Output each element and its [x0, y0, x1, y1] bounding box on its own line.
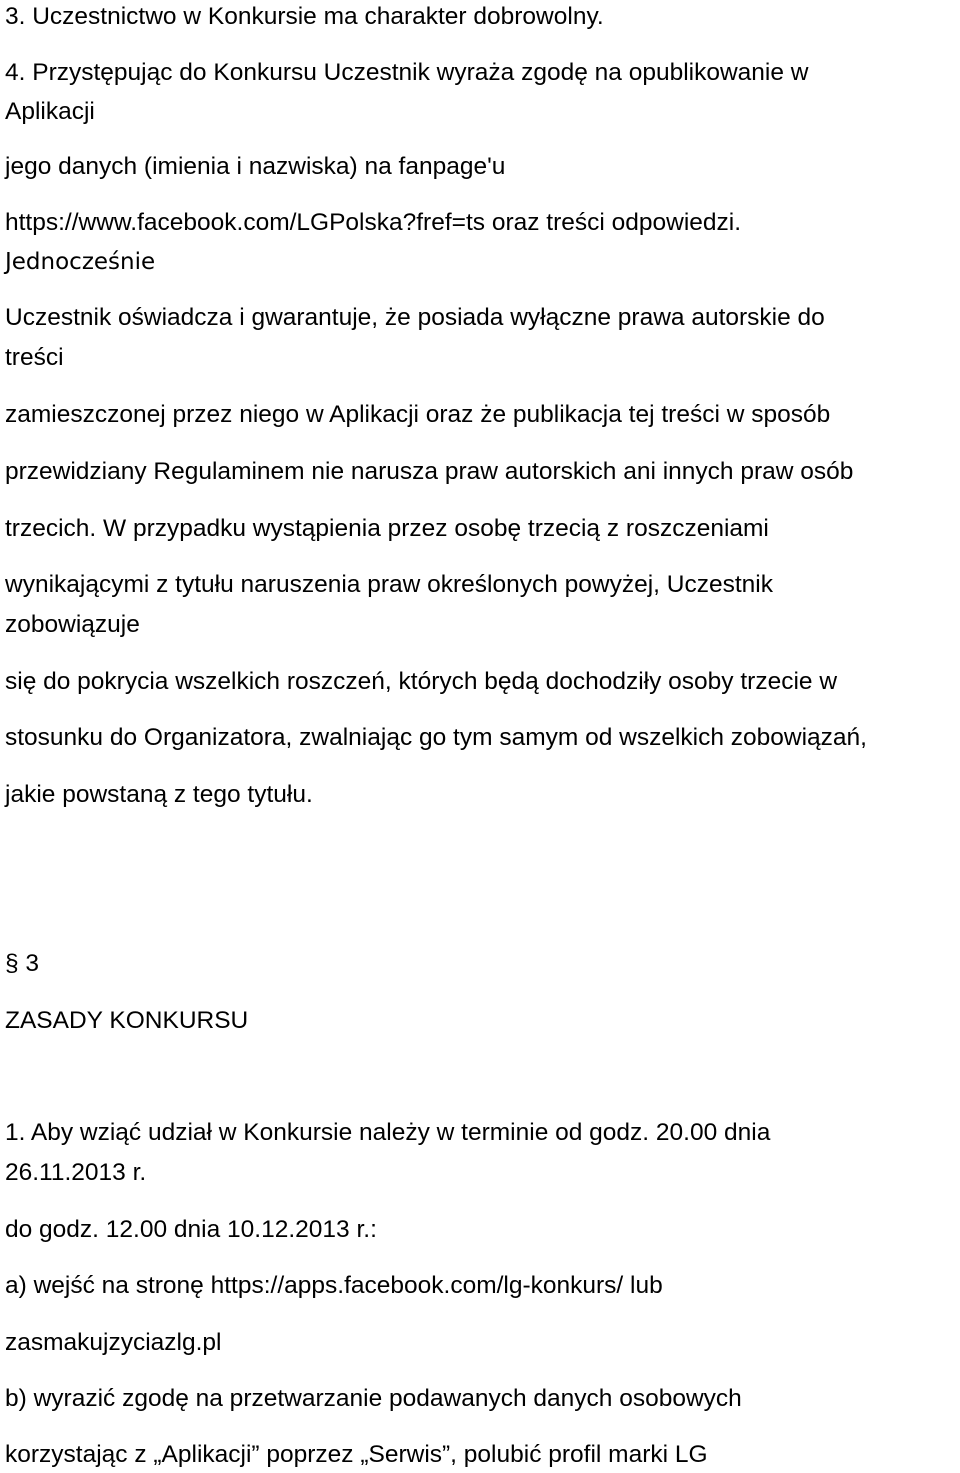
- text-line-application: Aplikacji: [5, 98, 95, 125]
- text-line-participation-voluntary: 3. Uczestnictwo w Konkursie ma charakter dobrowolny.: [5, 3, 604, 30]
- text-line-cover-claims: się do pokrycia wszelkich roszczeń, których będą dochodziły osoby trzecie w: [5, 668, 838, 695]
- text-line-visit-page: a) wejść na stronę https://apps.facebook.com/lg-konkurs/ lub: [5, 1272, 663, 1299]
- text-line-third-party-claims: trzecich. W przypadku wystąpienia przez osobę trzecią z roszczeniami: [5, 515, 769, 542]
- text-line-website: zasmakujzyciazlg.pl: [5, 1329, 222, 1356]
- text-line-data-consent: b) wyrazić zgodę na przetwarzanie podawanych danych osobowych: [5, 1385, 742, 1412]
- text-line-organizer-release: stosunku do Organizatora, zwalniając go tym samym od wszelkich zobowiązań,: [5, 724, 867, 751]
- section-title: ZASADY KONKURSU: [5, 1007, 249, 1034]
- text-line-rights-infringement: wynikającymi z tytułu naruszenia praw określonych powyżej, Uczestnik: [5, 571, 773, 598]
- text-line-participation-term: 1. Aby wziąć udział w Konkursie należy w terminie od godz. 20.00 dnia: [5, 1119, 771, 1146]
- text-line-content: treści: [5, 344, 64, 371]
- text-line-name-fanpage: jego danych (imienia i nazwiska) na fanpage'u: [5, 153, 506, 180]
- text-line-posted-content: zamieszczonej przez niego w Aplikacji oraz że publikacja tej treści w sposób: [5, 401, 831, 428]
- text-line-consent-publication: 4. Przystępując do Konkursu Uczestnik wyraża zgodę na opublikowanie w: [5, 59, 809, 86]
- text-line-participant-declares: Uczestnik oświadcza i gwarantuje, że posiada wyłączne prawa autorskie do: [5, 304, 825, 331]
- text-line-regulation-copyright: przewidziany Regulaminem nie narusza praw autorskich ani innych praw osób: [5, 458, 854, 485]
- text-line-end-date: do godz. 12.00 dnia 10.12.2013 r.:: [5, 1216, 377, 1243]
- section-number: § 3: [5, 950, 40, 977]
- text-line-facebook-url: https://www.facebook.com/LGPolska?fref=ts oraz treści odpowiedzi.: [5, 209, 742, 236]
- text-line-simultaneously: Jednocześnie: [5, 249, 156, 275]
- text-line-undertakes: zobowiązuje: [5, 611, 140, 638]
- text-line-resulting-title: jakie powstaną z tego tytułu.: [5, 781, 313, 808]
- text-line-start-date: 26.11.2013 r.: [5, 1159, 147, 1186]
- text-line-like-profile: korzystając z „Aplikacji” poprzez „Serwis”, polubić profil marki LG: [5, 1441, 708, 1468]
